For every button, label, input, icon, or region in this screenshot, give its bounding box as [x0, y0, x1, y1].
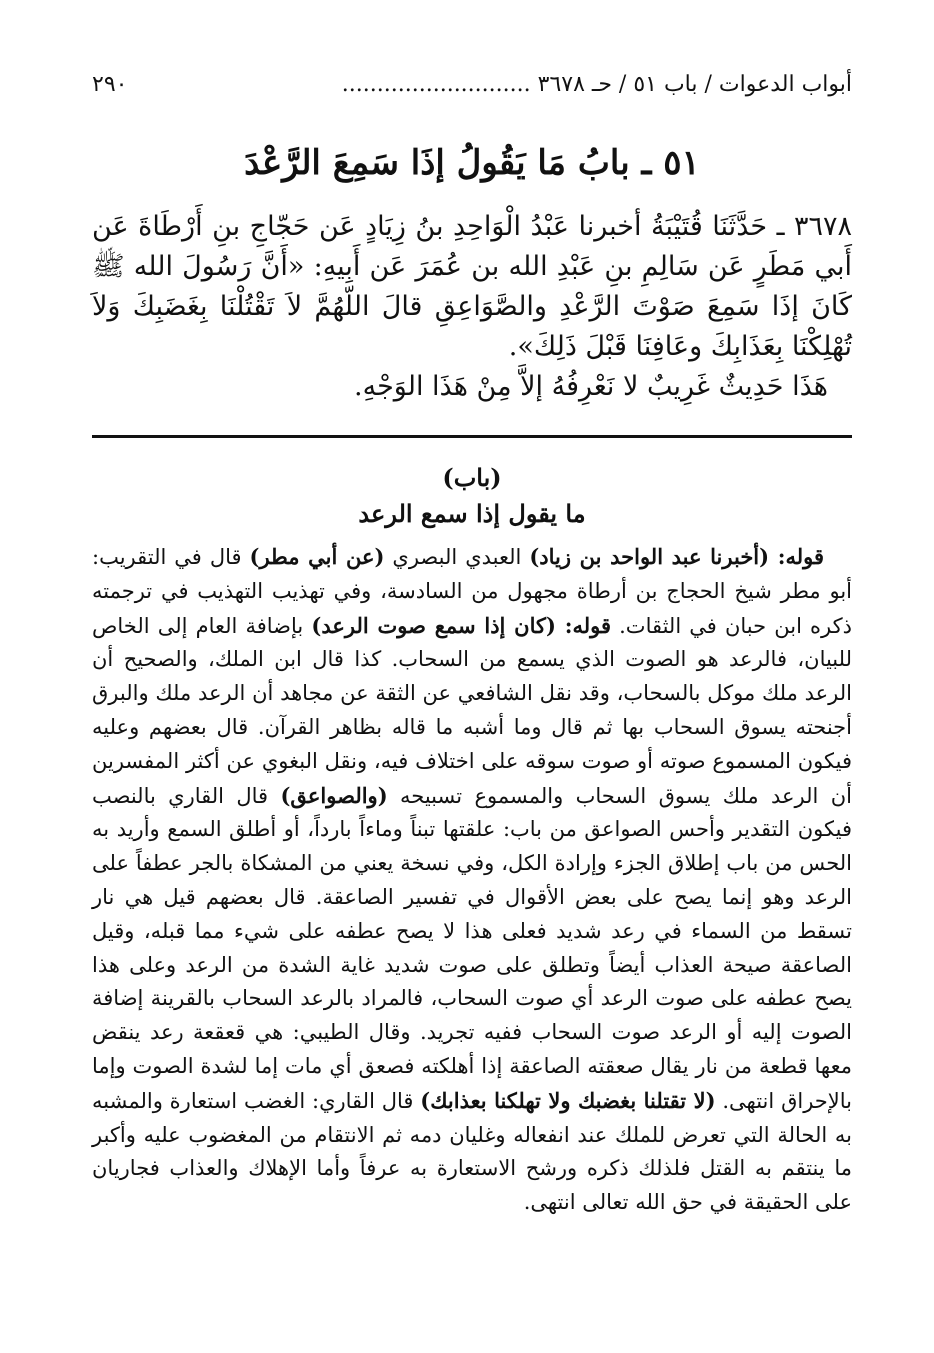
- commentary-segment: قوله:: [555, 612, 611, 638]
- commentary-heading-title: ما يقول إذا سمع الرعد: [358, 499, 586, 528]
- commentary-quote: (كان إذا سمع صوت الرعد): [311, 612, 556, 638]
- chapter-title: ٥١ ـ بابُ مَا يَقُولُ إذَا سَمِعَ الرَّعْدَ: [244, 143, 700, 183]
- commentary-quote: (والصواعق): [280, 782, 388, 808]
- hadith-grading: هَذَا حَدِيثٌ غَرِيبٌ لا نَعْرِفُهُ إلاَّ مِنْ هَذَا الوَجْهِ.: [354, 371, 828, 402]
- commentary-segment: قال في التقريب: أبو مطر شيخ الحجاج بن أرطاة مجهول من السادسة، وفي تهذيب التهذيب في ترجمته ذكره ابن حبان في الثقات.: [92, 545, 852, 638]
- running-title: أبواب الدعوات / باب ٥١ / حـ ٣٦٧٨: [537, 72, 852, 97]
- commentary-paragraph: [92, 540, 852, 1220]
- commentary-quote: (لا تقتلنا بغضبك ولا تهلكنا بعذابك): [420, 1087, 716, 1113]
- commentary-quote: (أخبرنا عبد الواحد بن زياد): [529, 544, 770, 569]
- book-page: [92, 70, 852, 1220]
- commentary-body: [92, 540, 852, 1220]
- leader-dots: ...........................: [341, 72, 531, 97]
- commentary-segment: بإضافة العام إلى الخاص للبيان، فالرعد هو الصوت الذي يسمع من السحاب. كذا قال ابن الملك، والصحيح أن الرعد ملك موكل بالسحاب، وقد نقل الشافعي عن الثقة عن مجاهد أن الرعد ملك والبرق أجنحته يسوق السحاب بها ثم قال وما أشبه ما قاله بظاهر القرآن. قال بعضهم وعليه فيكون المسموع صوته أو صوت سوقه على اختلاف فيه، ونقل البغوي عن أكثر المفسرين أن الرعد ملك يسوق السحاب والمسموع تسبيحه: [92, 613, 852, 808]
- page-number: ٢٩٠: [92, 72, 128, 97]
- commentary-segment: قال القاري: الغضب استعارة والمشبه به الحالة التي تعرض للملك عند انفعاله وغليان دمه ثم الانتقام من المغضوب عليه وأكبر ما ينتقم به القتل فلذلك ذكره ورشح الاستعارة به عرفاً وأما الإهلاك والعذاب فجاريان على الحقيقة في حق الله تعالى انتهى.: [92, 1088, 852, 1215]
- commentary-heading-bab: (باب): [442, 463, 502, 492]
- commentary-segment: قال القاري بالنصب فيكون التقدير وأحس الصواعق من باب: علقتها تبناً وماءاً بارداً، أو أطلق السمع وأريد به الحس من باب إطلاق الجزء وإرادة الكل، وفي نسخة يعني من المشكاة بالجر عطفاً على الرعد وهو إنما يصح على بعض الأقوال في تفسير الصاعقة. قال بعضهم قيل هي نار تسقط من السماء في رعد شديد فعلى هذا لا يصح عطفه على شيء مما قبله، وقيل الصاعقة صيحة العذاب أيضاً وتطلق على صوت شديد غاية الشدة من الرعد وعلى هذا يصح عطفه على صوت الرعد أي صوت السحاب، فالمراد بالرعد السحاب بالقرينة إضافة الصوت إليه أو الرعد صوت السحاب ففيه تجريد. وقال الطيبي: هي قعقعة رعد ينقض معها قطعة من نار يقال صعقته الصاعقة إذا أهلكته فصعق أي مات إما لشدة الصوت وإما بالإحراق انتهى.: [92, 783, 852, 1113]
- commentary-segment: العبدي البصري: [384, 545, 530, 569]
- section-divider: [92, 435, 852, 438]
- hadith-text: ٣٦٧٨ ـ حَدَّثَنَا قُتَيْبَةُ أخبرنا عَبْدُ الْوَاحِدِ بنُ زِيَادٍ عَن حَجّاجِ بنِ أَرْطَاةَ عَن أَبي مَطَرٍ عَن سَالِمِ بنِ عَبْدِ الله بن عُمَرَ عَن أَبِيهِ: «أَنَّ رَسُولَ الله ﷺ كَانَ إذَا سَمِعَ صَوْتَ الرَّعْدِ والصَّوَاعِقِ قالَ اللّهُمَّ لاَ تَقْتُلْنَا بِغَضَبِكَ وَلاَ تُهْلِكْنَا بِعَذَابِكَ وعَافِنَا قَبْلَ ذَلِكَ».: [92, 211, 852, 362]
- commentary-segment: قوله:: [769, 544, 825, 569]
- running-title-group: [342, 70, 852, 100]
- commentary-quote: (عن أبي مطر): [249, 544, 385, 569]
- running-header: [92, 70, 852, 101]
